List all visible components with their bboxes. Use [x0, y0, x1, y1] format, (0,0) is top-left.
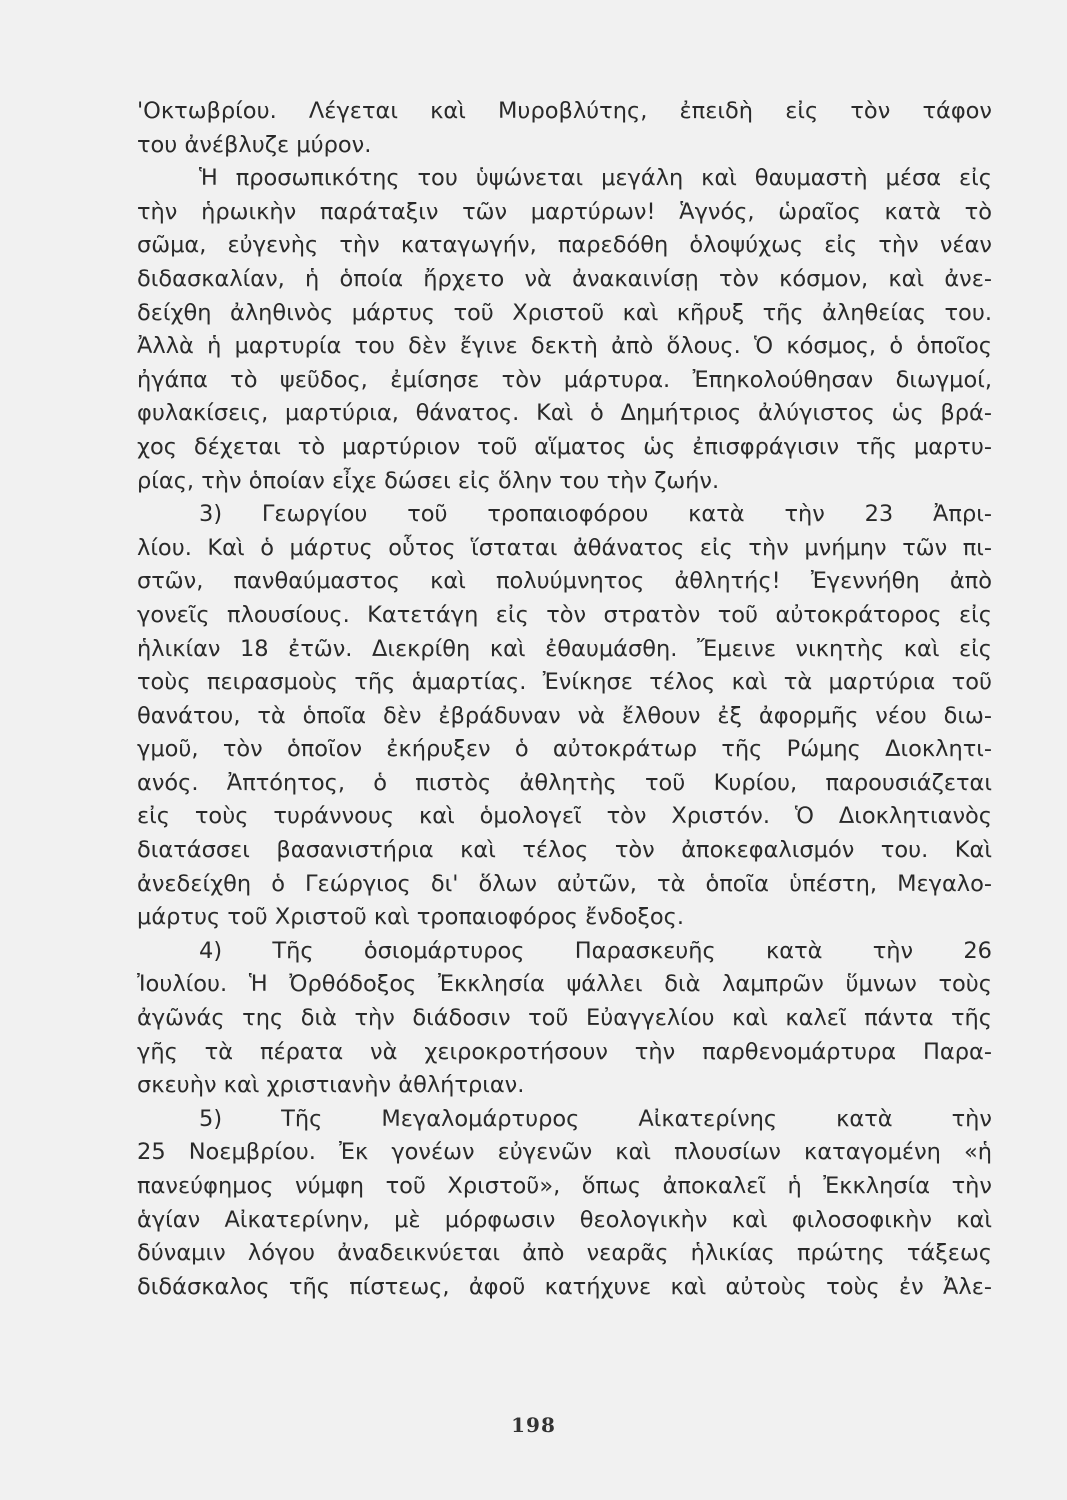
text-line: διδάσκαλος τῆς πίστεως, ἀφοῦ κατήχυνε καὶ αὐτοὺς τοὺς ἐν Ἀλε-	[137, 1273, 992, 1300]
text-line: ἡλικίαν 18 ἐτῶν. Διεκρίθη καὶ ἐθαυμάσθη. Ἔμεινε νικητὴς καὶ εἰς	[137, 635, 992, 662]
text-line: διατάσσει βασανιστήρια καὶ τέλος τὸν ἀποκεφαλισμόν του. Καὶ	[137, 837, 992, 864]
section-heading-line: 3) Γεωργίου τοῦ τροπαιοφόρου κατὰ τὴν 23 Ἀπρι-	[199, 501, 992, 528]
section-heading-line: 4) Τῆς ὁσιομάρτυρος Παρασκευῆς κατὰ τὴν 26	[199, 937, 992, 964]
text-line: 'Οκτωβρίου. Λέγεται καὶ Μυροβλύτης, ἐπειδὴ εἰς τὸν τάφον	[137, 98, 992, 124]
text-line: θανάτου, τὰ ὁποῖα δὲν ἐβράδυναν νὰ ἔλθουν ἐξ ἀφορμῆς νέου διω-	[137, 702, 992, 729]
text-line: μάρτυς τοῦ Χριστοῦ καὶ τροπαιοφόρος ἔνδοξος.	[137, 904, 685, 931]
text-line: σκευὴν καὶ χριστιανὴν ἀθλήτριαν.	[137, 1072, 525, 1099]
text-line: γμοῦ, τὸν ὁποῖον ἐκήρυξεν ὁ αὐτοκράτωρ τῆς Ρώμης Διοκλητι-	[137, 736, 992, 763]
text-line: εἰς τοὺς τυράννους καὶ ὁμολογεῖ τὸν Χριστόν. Ὁ Διοκλητιανὸς	[137, 803, 992, 830]
text-line: ἠγάπα τὸ ψεῦδος, ἐμίσησε τὸν μάρτυρα. Ἐπηκολούθησαν διωγμοί,	[137, 366, 992, 393]
text-line: 25 Νοεμβρίου. Ἐκ γονέων εὐγενῶν καὶ πλουσίων καταγομένη «ἡ	[137, 1139, 992, 1166]
text-line: δύναμιν λόγου ἀναδεικνύεται ἀπὸ νεαρᾶς ἡλικίας πρώτης τάξεως	[137, 1240, 992, 1267]
text-line: δείχθη ἀληθινὸς μάρτυς τοῦ Χριστοῦ καὶ κῆρυξ τῆς ἀληθείας του.	[137, 299, 992, 326]
text-line: Ἰουλίου. Ἡ Ὀρθόδοξος Ἐκκλησία ψάλλει διὰ λαμπρῶν ὕμνων τοὺς	[137, 971, 992, 998]
page-number: 198	[511, 1413, 556, 1437]
text-line: γονεῖς πλουσίους. Κατετάγη εἰς τὸν στρατὸν τοῦ αὐτοκράτορος εἰς	[137, 601, 992, 628]
text-line: Ἀλλὰ ἡ μαρτυρία του δὲν ἔγινε δεκτὴ ἀπὸ ὅλους. Ὁ κόσμος, ὁ ὁποῖος	[137, 333, 992, 360]
text-line: στῶν, πανθαύμαστος καὶ πολυύμνητος ἀθλητής! Ἐγεννήθη ἀπὸ	[137, 568, 992, 595]
text-line: ρίας, τὴν ὁποίαν εἶχε δώσει εἰς ὅλην του τὴν ζωήν.	[137, 467, 720, 494]
text-line: λίου. Καὶ ὁ μάρτυς οὗτος ἵσταται ἀθάνατος εἰς τὴν μνήμην τῶν πι-	[137, 534, 992, 561]
text-line: τοὺς πειρασμοὺς τῆς ἁμαρτίας. Ἐνίκησε τέλος καὶ τὰ μαρτύρια τοῦ	[137, 669, 992, 696]
section-heading-line: 5) Τῆς Μεγαλομάρτυρος Αἰκατερίνης κατὰ τὴν	[199, 1105, 992, 1132]
text-line: ἀγῶνάς της διὰ τὴν διάδοσιν τοῦ Εὐαγγελίου καὶ καλεῖ πάντα τῆς	[137, 1005, 992, 1032]
text-line: πανεύφημος νύμφη τοῦ Χριστοῦ», ὅπως ἀποκαλεῖ ἡ Ἐκκλησία τὴν	[137, 1173, 992, 1199]
text-line: ἁγίαν Αἰκατερίνην, μὲ μόρφωσιν θεολογικὴν καὶ φιλοσοφικὴν καὶ	[137, 1206, 992, 1233]
text-line: του ἀνέβλυζε μύρον.	[137, 131, 372, 158]
text-line: ανός. Ἀπτόητος, ὁ πιστὸς ἀθλητὴς τοῦ Κυρίου, παρουσιάζεται	[137, 769, 992, 796]
text-line: φυλακίσεις, μαρτύρια, θάνατος. Καὶ ὁ Δημήτριος ἀλύγιστος ὡς βρά-	[137, 400, 992, 427]
text-line: γῆς τὰ πέρατα νὰ χειροκροτήσουν τὴν παρθενομάρτυρα Παρα-	[137, 1038, 992, 1065]
text-line: διδασκαλίαν, ἡ ὁποία ἤρχετο νὰ ἀνακαινίσῃ τὸν κόσμον, καὶ ἀνε-	[137, 265, 992, 292]
text-line: ἀνεδείχθη ὁ Γεώργιος δι' ὅλων αὐτῶν, τὰ ὁποῖα ὑπέστη, Μεγαλο-	[137, 870, 992, 897]
body-text	[137, 95, 992, 1304]
text-line: τὴν ἡρωικὴν παράταξιν τῶν μαρτύρων! Ἁγνός, ὡραῖος κατὰ τὸ	[137, 198, 992, 225]
text-line: Ἡ προσωπικότης του ὑψώνεται μεγάλη καὶ θαυμαστὴ μέσα εἰς	[199, 165, 992, 192]
text-line: σῶμα, εὐγενὴς τὴν καταγωγήν, παρεδόθη ὁλοψύχως εἰς τὴν νέαν	[137, 232, 992, 259]
text-line: χος δέχεται τὸ μαρτύριον τοῦ αἵματος ὡς ἐπισφράγισιν τῆς μαρτυ-	[137, 433, 992, 460]
